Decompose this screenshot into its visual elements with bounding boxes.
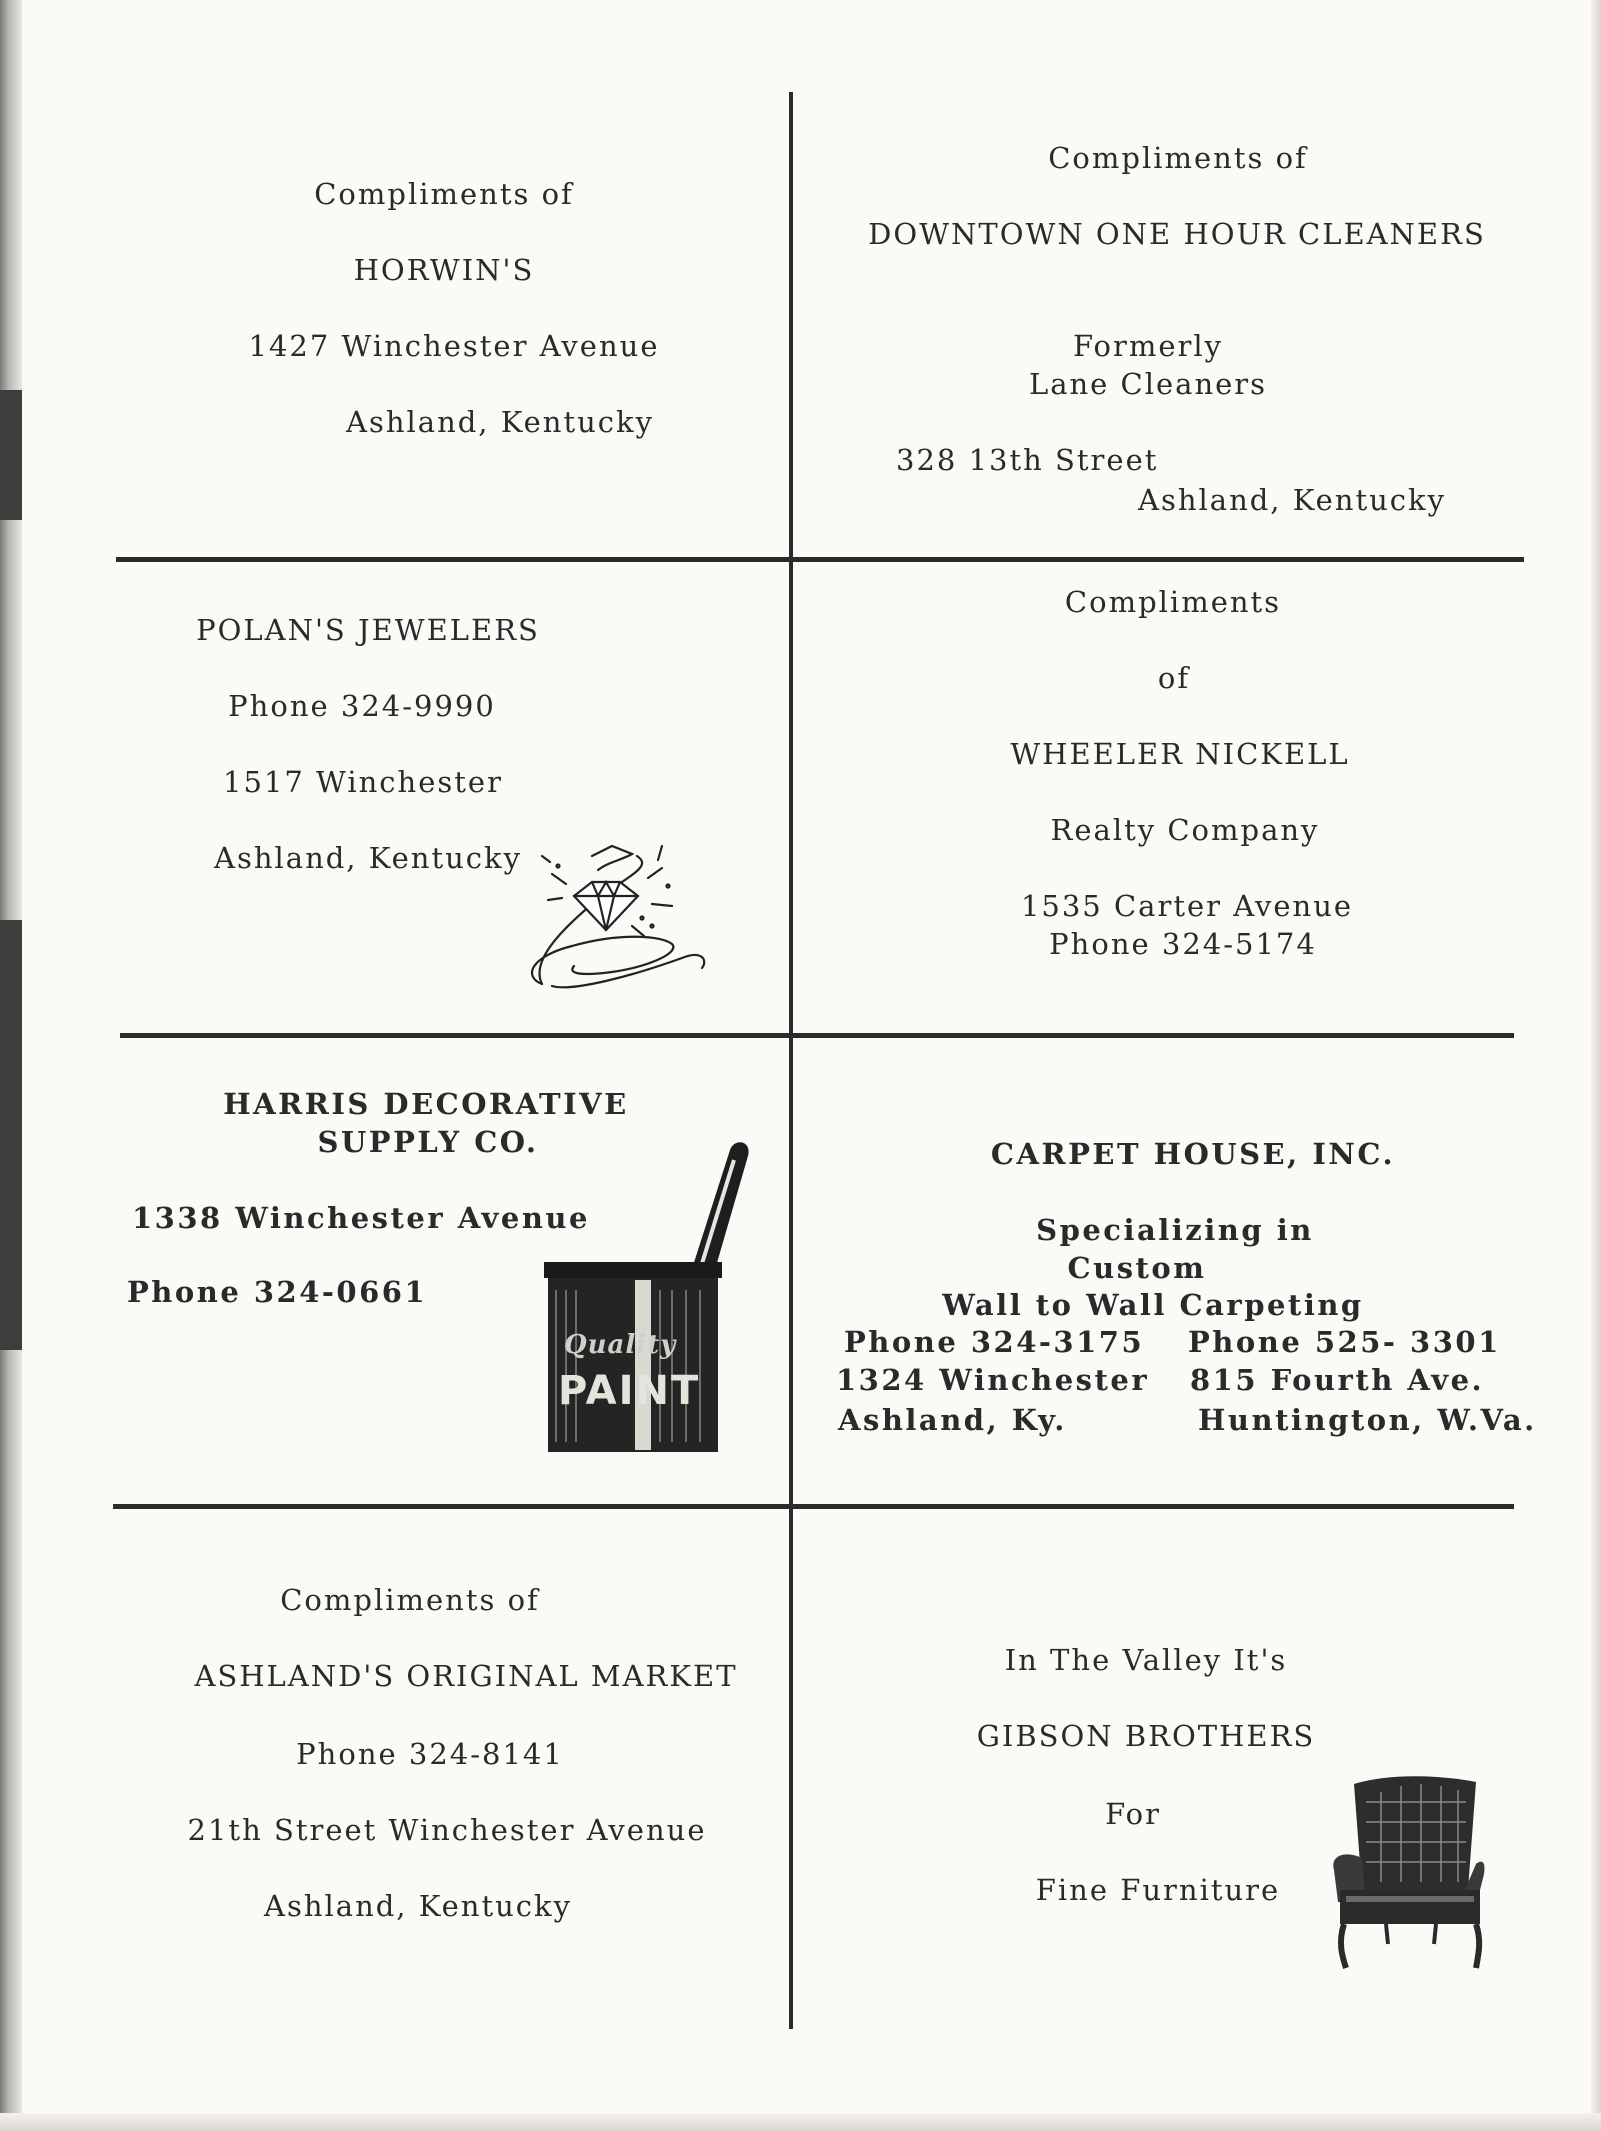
ad-intro: Compliments of — [280, 1583, 540, 1617]
paint-can-label: Quality — [564, 1330, 677, 1360]
ad-city: Ashland, Kentucky — [1138, 483, 1446, 517]
ad-intro: Compliments of — [314, 177, 574, 211]
ad-address: 1535 Carter Avenue — [1020, 889, 1354, 923]
ad-address: 21th Street Winchester Avenue — [187, 1813, 707, 1847]
horizontal-divider — [116, 557, 1524, 562]
binding-edge — [0, 0, 22, 2131]
ad-intro: Compliments — [1064, 585, 1282, 619]
ad-former-name: Lane Cleaners — [1028, 367, 1268, 401]
ad-address: 1338 Winchester Avenue — [132, 1201, 590, 1235]
ad-phone: Phone 324-9990 — [228, 689, 496, 723]
ad-phone: Phone 324-8141 — [296, 1737, 564, 1771]
ad-city: Ashland, Kentucky — [214, 841, 522, 875]
ad-intro: of — [1157, 661, 1191, 695]
ad-phone: Phone 324-5174 — [1049, 927, 1317, 961]
ad-address: 1324 Winchester — [836, 1363, 1150, 1397]
ad-business-name: HORWIN'S — [353, 253, 535, 287]
ad-intro: In The Valley It's — [1004, 1643, 1288, 1677]
ad-city: Ashland, Kentucky — [264, 1889, 572, 1923]
ad-city: Ashland, Ky. — [838, 1403, 1067, 1437]
ad-address: 815 Fourth Ave. — [1190, 1363, 1485, 1397]
ad-city: Ashland, Kentucky — [346, 405, 654, 439]
ad-address: 1517 Winchester — [223, 765, 503, 799]
ad-business-name: HARRIS DECORATIVE — [223, 1087, 629, 1121]
ad-specialty: Custom — [1067, 1251, 1207, 1285]
ad-tagline: Fine Furniture — [1035, 1873, 1281, 1907]
ad-phone: Phone 525- 3301 — [1188, 1325, 1501, 1359]
ad-business-name: GIBSON BROTHERS — [976, 1719, 1316, 1753]
diamond-icon — [512, 826, 712, 991]
paint-can-icon — [540, 1130, 760, 1460]
armchair-icon — [1326, 1772, 1486, 1972]
ad-business-name: ASHLAND'S ORIGINAL MARKET — [194, 1659, 738, 1693]
ad-subtitle: Realty Company — [1050, 813, 1320, 847]
horizontal-divider — [113, 1504, 1514, 1509]
ad-connector: For — [1105, 1797, 1161, 1831]
paint-can-label: PAINT — [558, 1368, 701, 1414]
horizontal-divider — [120, 1033, 1514, 1038]
ad-specialty: Wall to Wall Carpeting — [942, 1288, 1364, 1322]
page-edge-right — [1591, 0, 1601, 2131]
ad-formerly: Formerly — [1072, 329, 1224, 363]
ad-business-name: SUPPLY CO. — [317, 1125, 539, 1159]
ad-intro: Compliments of — [1048, 141, 1308, 175]
ad-business-name: POLAN'S JEWELERS — [196, 613, 540, 647]
ad-address: 1427 Winchester Avenue — [248, 329, 660, 363]
ad-business-name: CARPET HOUSE, INC. — [990, 1137, 1396, 1171]
binding-shadow — [0, 390, 22, 520]
vertical-divider — [789, 92, 793, 2029]
ad-phone: Phone 324-3175 — [844, 1325, 1145, 1359]
ad-specialty: Specializing in — [1036, 1213, 1314, 1247]
ad-phone: Phone 324-0661 — [127, 1275, 428, 1309]
ad-address: 328 13th Street — [896, 443, 1159, 477]
ad-city: Huntington, W.Va. — [1198, 1403, 1537, 1437]
ad-business-name: WHEELER NICKELL — [1010, 737, 1350, 771]
ad-business-name: DOWNTOWN ONE HOUR CLEANERS — [868, 217, 1486, 251]
binding-shadow — [0, 920, 22, 1350]
page-edge-bottom — [0, 2113, 1601, 2131]
